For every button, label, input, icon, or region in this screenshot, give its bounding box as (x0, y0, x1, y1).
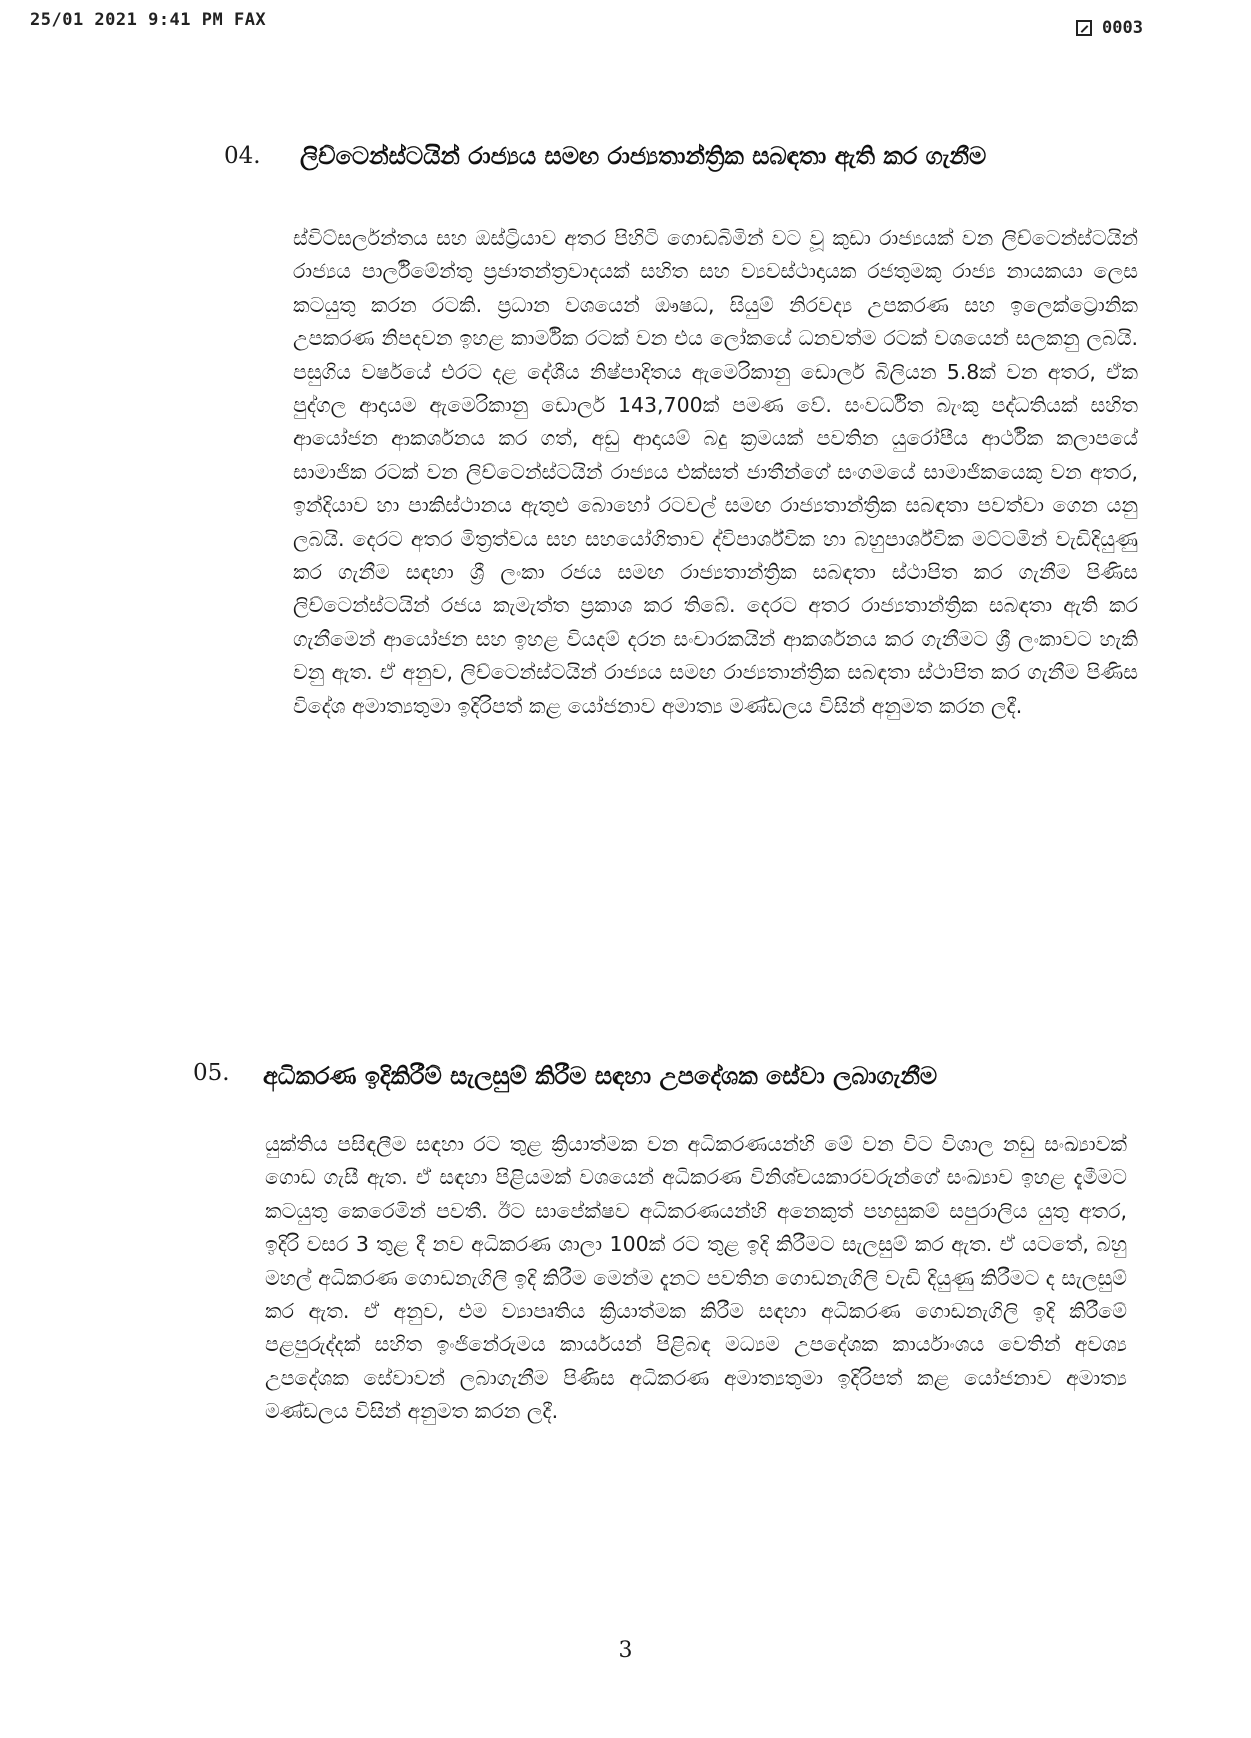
section-number: 04. (224, 143, 261, 169)
section-title: ලිච්ටෙන්ස්ටයින් රාජ්‍යය සමඟ රාජ්‍යතාන්ත්‍රික සබඳතා ඇති කර ගැනීම (300, 142, 987, 170)
page-number: 3 (618, 1638, 633, 1663)
section-body: ස්විට්සර්ලන්තය සහ ඔස්ට්‍රියාව අතර පිහිටි ගොඩබිමින් වට වූ කුඩා රාජ්‍යයක් වන ලිච්ටෙන්ස්ටයින් රාජ්‍යය පාර්ලිමේන්තු ප්‍රජාතන්ත්‍රවාදයක් සහිත සහ ව්‍යවස්ථාදායක රජතුමකු රාජ්‍ය නායකයා ලෙස කටයුතු කරන රටකි. ප්‍රධාන වශයෙන් ඖෂධ, සියුම් නිරවද්‍ය උපකරණ සහ ඉලෙක්ට්‍රොනික උපකරණ නිපදවන ඉහළ කාර්මික රටක් වන එය ලෝකයේ ධනවත්ම රටක් වශයෙන් සලකනු ලබයි. පසුගිය වර්ෂයේ එරට දළ දේශීය නිෂ්පාදිතය ඇමෙරිකානු ඩොලර් බිලියන 5.8ක් වන අතර, ඒක පුද්ගල ආදායම ඇමෙරිකානු ඩොලර් 143,700ක් පමණ වේ. සංවර්ධිත බැංකු පද්ධතියක් සහිත ආයෝජන ආකර්ශනය කර ගත්, අඩු ආදායම් බදු ක්‍රමයක් පවතින යුරෝපීය ආර්ථික කලාපයේ සාමාජික රටක් වන ලිච්ටෙන්ස්ටයින් රාජ්‍යය එක්සත් ජාතීන්ගේ සංගමයේ සාමාජිකයෙකු වන අතර, ඉන්දියාව හා පාකිස්ථානය ඇතුළු බොහෝ රටවල් සමඟ රාජ්‍යතාන්ත්‍රික සබඳතා පවත්වා ගෙන යනු ලබයි. දෙරට අතර මිත්‍රත්වය සහ සහයෝගිතාව ද්විපාර්ශ්වික හා බහුපාර්ශ්වික මට්ටමින් වැඩිදියුණු කර ගැනීම සඳහා ශ්‍රී ලංකා රජය සමඟ රාජ්‍යතාන්ත්‍රික සබඳතා ස්ථාපිත කර ගැනීම පිණිස ලිච්ටෙන්ස්ටයින් රජය කැමැත්ත ප්‍රකාශ කර තිබේ. දෙරට අතර රාජ්‍යතාන්ත්‍රික සබඳතා ඇති කර ගැනීමෙන් ආයෝජන සහ ඉහළ වියදම් දරන සංචාරකයින් ආකර්ශනය කර ගැනීමට ශ්‍රී ලංකාවට හැකි වනු ඇත. ඒ අනුව, ලිච්ටෙන්ස්ටයින් රාජ්‍යය සමඟ රාජ්‍යතාන්ත්‍රික සබඳතා ස්ථාපිත කර ගැනීම පිණිස විදේශ අමාත්‍යතුමා ඉදිරිපත් කළ යෝජනාව අමාත්‍ය මණ්ඩලය විසින් අනුමත කරන ලදී. (293, 226, 1138, 718)
fax-page-code (1076, 18, 1143, 38)
fax-page-code-text: 0003 (1102, 18, 1143, 38)
fax-header: 25/01 2021 9:41 PM FAX (30, 10, 267, 30)
section-title: අධිකරණ ඉදිකිරීම් සැලසුම් කිරීම සඳහා උපදේශක සේවා ලබාගැනීම (263, 1062, 938, 1090)
section-number: 05. (193, 1060, 230, 1086)
checkbox-icon (1076, 20, 1092, 36)
section-body: යුක්තිය පසිඳලීම සඳහා රට තුළ ක්‍රියාත්මක වන අධිකරණයන්හි මේ වන විට විශාල නඩු සංඛ්‍යාවක් ගොඩ ගැසී ඇත. ඒ සඳහා පිළියමක් වශයෙන් අධිකරණ විනිශ්චයකාරවරුන්ගේ සංඛ්‍යාව ඉහළ දැමීමට කටයුතු කෙරෙමින් පවතී. ඊට සාපේක්ෂව අධිකරණයන්හි අනෙකුත් පහසුකම් සපුරාලිය යුතු අතර, ඉදිරි වසර 3 තුළ දී නව අධිකරණ ශාලා 100ක් රට තුළ ඉදි කිරීමට සැලසුම් කර ඇත. ඒ යටතේ, බහු මහල් අධිකරණ ගොඩනැගිලි ඉදි කිරීම මෙන්ම දැනට පවතින ගොඩනැගිලි වැඩි දියුණු කිරීමට ද සැලසුම් කර ඇත. ඒ අනුව, එම ව්‍යාපෘතිය ක්‍රියාත්මක කිරීම සඳහා අධිකරණ ගොඩනැගිලි ඉදි කිරීමේ පළපුරුද්දක් සහිත ඉංජිනේරුමය කාර්යයන් පිළිබඳ මධ්‍යම උපදේශක කාර්යාංශය වෙතින් අවශ්‍ය උපදේශක සේවාවන් ලබාගැනීම පිණිස අධිකරණ අමාත්‍යතුමා ඉදිරිපත් කළ යෝජනාව අමාත්‍ය මණ්ඩලය විසින් අනුමත කරන ලදී. (265, 1132, 1127, 1424)
